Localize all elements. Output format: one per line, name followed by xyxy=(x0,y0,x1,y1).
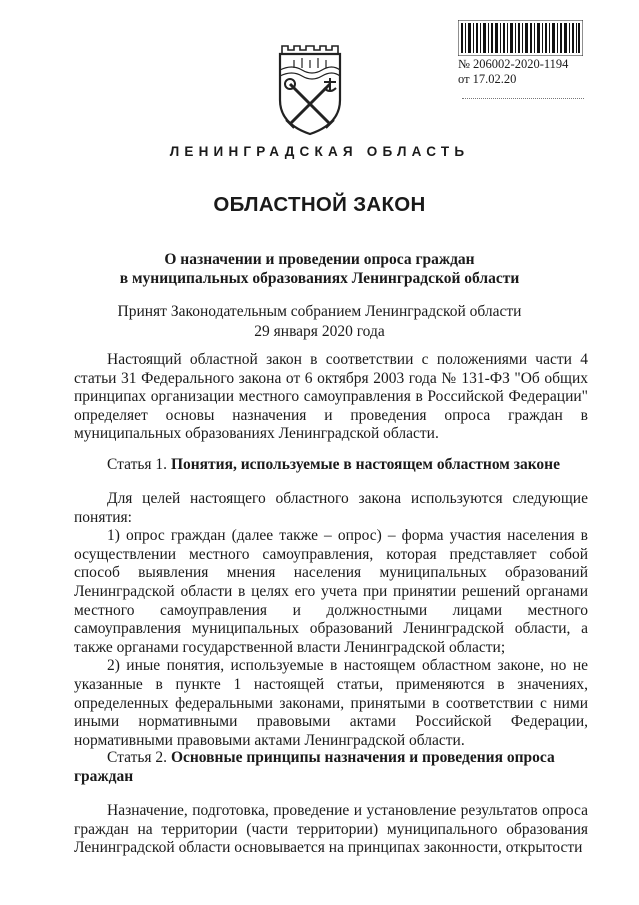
article-2-number: Статья 2. xyxy=(107,749,168,766)
article-1-heading xyxy=(74,456,588,475)
registration-stamp xyxy=(458,20,583,86)
article-2-body xyxy=(74,802,588,858)
adoption-note-line-1: Принят Законодательным собранием Ленинградской области xyxy=(117,303,522,320)
preamble-paragraph: Настоящий областной закон в соответствии с положениями части 4 статьи 31 Федерального закона от 6 октября 2003 года № 131-ФЗ "Об общих принципах организации местного самоуправления в Российской Федерации" определяет основы назначения и проведения опроса граждан в муниципальных образованиях Ленинградской области. xyxy=(74,351,588,443)
article-1-number: Статья 1. xyxy=(107,456,168,473)
article-2-heading xyxy=(74,749,588,786)
article-1-title: Понятия, используемые в настоящем областном законе xyxy=(170,456,560,473)
law-title xyxy=(0,250,639,288)
stamp-divider xyxy=(462,98,584,99)
article-2-paragraph: Назначение, подготовка, проведение и установление результатов опроса граждан на территории (части территории) муниципального образования Ленинградской области основывается на принципах законности, открытости xyxy=(74,802,588,857)
registration-date: от 17.02.20 xyxy=(458,72,517,86)
article-1-item-1: 1) опрос граждан (далее также – опрос) – форма участия населения в осуществлении местного самоуправления, которая представляет собой способ выявления мнения населения муниципальных образований Ленинградской области в целях его учета при принятии решений органами местного самоуправления и должностными лицами местного самоуправления муниципальных образований Ленинградской области, а также органами государственной власти Ленинградской области; xyxy=(74,527,588,656)
preamble xyxy=(74,351,588,444)
article-1-body xyxy=(74,490,588,750)
law-title-line-2: в муниципальных образованиях Ленинградской области xyxy=(119,270,520,287)
article-2-title: Основные принципы назначения и проведения опроса граждан xyxy=(74,749,555,785)
law-title-line-1: О назначении и проведении опроса граждан xyxy=(164,251,475,268)
adoption-date: 29 января 2020 года xyxy=(254,323,385,340)
document-type: ОБЛАСТНОЙ ЗАКОН xyxy=(213,193,426,216)
barcode-icon xyxy=(458,20,583,56)
region-name: ЛЕНИНГРАДСКАЯ ОБЛАСТЬ xyxy=(169,144,470,159)
article-1-intro: Для целей настоящего областного закона используются следующие понятия: xyxy=(74,490,588,526)
adoption-note xyxy=(0,302,639,342)
coat-of-arms-emblem xyxy=(272,40,348,138)
article-1-item-2: 2) иные понятия, используемые в настоящем областном законе, но не указанные в пункте 1 настоящей статьи, применяются в значениях, определенных федеральными законами, принятыми в соответствии с ними иными нормативными правовыми актами Российской Федерации, нормативными правовыми актами Ленинградской области. xyxy=(74,657,588,749)
registration-number: № 206002-2020-1194 xyxy=(458,57,569,71)
